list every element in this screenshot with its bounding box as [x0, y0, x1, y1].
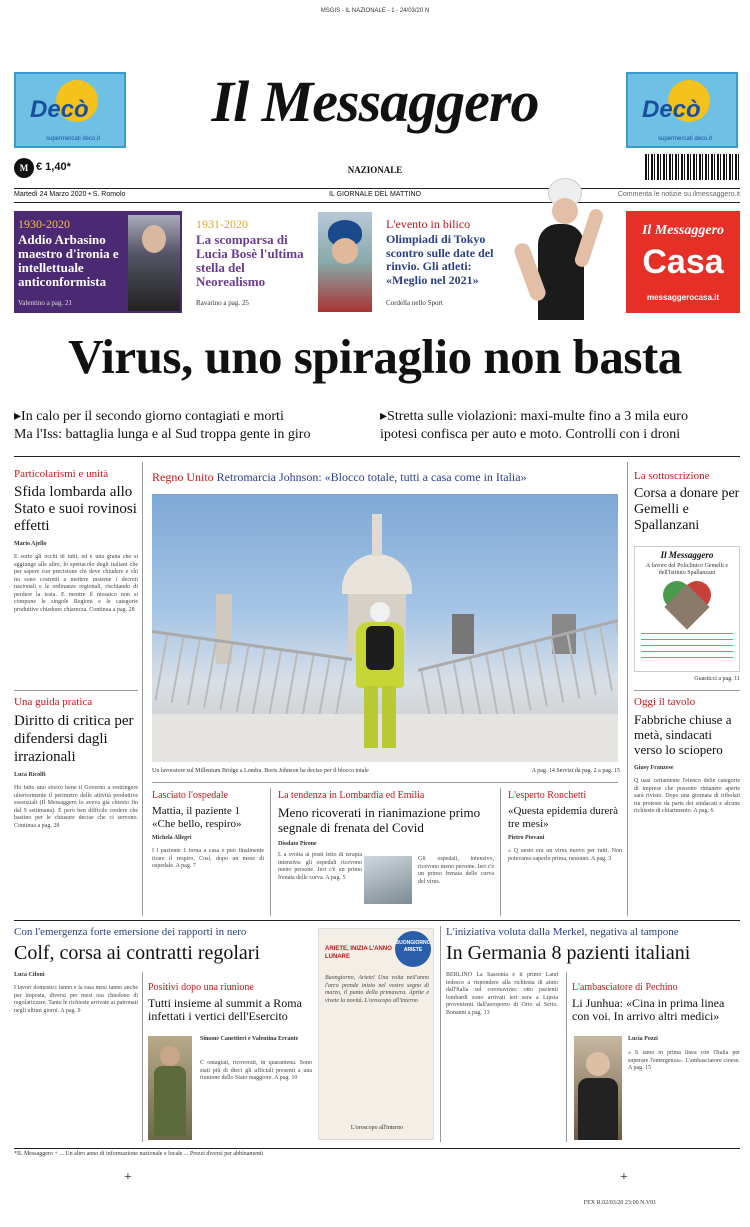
article-author: Mario Ajello — [14, 541, 47, 547]
masthead-title: Il Messaggero — [211, 69, 539, 134]
teaser-1[interactable] — [14, 211, 182, 313]
logo-badge-icon: M — [14, 158, 34, 178]
swimmer-photo — [512, 172, 606, 322]
photo-caption-ref: A pag. 14 Servizi da pag. 2 a pag. 15 — [531, 768, 620, 774]
bottom-article-3-body: BERLINO La Sassonia è il primo Land tedesco a rispondere alla richiesta di aiuto dall'Italia sul coronavirus: otto pazienti lombardi sono arrivati ieri sera a Lipsia provenienti dall'aeroporto di Orio al Serio. Bonanni a pag. 13 — [446, 972, 558, 1016]
mid-article-3[interactable] — [508, 790, 622, 892]
army-photo — [148, 1036, 192, 1140]
deco-ad-sub: supermercati deco.it — [46, 136, 101, 142]
subhead-right — [380, 408, 740, 444]
article-body: « S iamo in prima linea con l'Italia per superare l'emergenza». L'ambasciatore cinese. A pag. 15 — [628, 1050, 740, 1071]
article-kicker: Lasciato l'ospedale — [152, 790, 228, 801]
tagline: IL GIORNALE DEL MATTINO — [329, 191, 421, 198]
article-kicker: Oggi il tavolo — [634, 696, 696, 708]
crosshair-icon: + — [124, 1170, 132, 1185]
article-title: Li Junhua: «Cina in prima linea con voi. In arrivo altri medici» — [572, 996, 725, 1023]
article-title: In Germania 8 pazienti italiani — [446, 942, 691, 964]
article-authors: Simone Canettieri e Valentina Errante — [200, 1036, 299, 1042]
article-author: Lucia Pozzi — [628, 1036, 658, 1042]
article-body: I l paziente 1 torna a casa e può finalmente tirare il respiro. Così, dopo un mese di ospedale. A pag. 7 — [152, 848, 264, 869]
article-kicker: Una guida pratica — [14, 696, 93, 708]
article-kicker: Con l'emergenza forte emersione dei rapporti in nero — [14, 926, 247, 938]
article-author: Diodato Pirone — [278, 841, 317, 847]
teaser-title: La scomparsa di Lucia Bosè l'ultima stella del Neorealismo — [196, 232, 304, 289]
teaser-kicker: L'evento in bilico — [386, 217, 471, 231]
article-title: Mattia, il paziente 1 «Che bello, respiro» — [152, 805, 242, 830]
article-title: Fabbriche chiuse a metà, sindacati verso lo sciopero — [634, 712, 732, 757]
article-title: Corsa a donare per Gemelli e Spallanzani — [634, 486, 740, 533]
casa-ad-url: messaggerocasa.it — [646, 293, 720, 302]
article-body: Ho fatto uno sforzo bene il Governo a restringere ulteriormente il perimetro delle attività produttive essenziali (Il Messaggero lo aveva già chiesto fin dal 9 settimana). È però ben difficile credere che bastino per le chiusure decise che ci servono. Continua a pag. 28 — [14, 785, 138, 829]
article-kicker: Positivi dopo una riunione — [148, 982, 254, 993]
article-title: Tutti insieme al summit a Roma infettati i vertici dell'Esercito — [148, 996, 302, 1023]
article-kicker: La sottoscrizione — [634, 470, 710, 482]
mid-article-1[interactable] — [152, 790, 264, 892]
crosshair-icon: + — [620, 1170, 628, 1185]
teaser-kicker: 1931-2020 — [196, 217, 248, 231]
web-link[interactable]: Commenta le notizie su ilmessaggero.it — [617, 191, 740, 198]
right-article-1[interactable] — [634, 470, 740, 534]
article-title: «Questa epidemia durerà tre mesi» — [508, 805, 618, 830]
horoscope-body: Buongiorno, Ariete! Una volta nell'anno l'arco prende inizio nel vostro segno di marzo, il punto della primavera. Aprite e vivete la novità. L'oroscopo all'interno — [325, 975, 429, 1004]
subhead-left — [14, 408, 370, 444]
article-kicker: L'iniziativa voluta dalla Merkel, negativa al tampone — [446, 926, 679, 938]
horoscope-box[interactable] — [318, 928, 434, 1140]
teaser-title: Addio Arbasino maestro d'ironia e intellettuale anticonformista — [18, 232, 119, 289]
teaser-3[interactable] — [382, 211, 512, 313]
casa-ad-word: Casa — [642, 243, 724, 281]
ambassador-photo — [574, 1036, 622, 1140]
article-kicker: Particolarismi e unità — [14, 468, 109, 480]
aries-badge-icon: BUONGIORNO ARIETE — [395, 931, 431, 967]
article-author: Luca Cifoni — [14, 972, 45, 978]
article-title: Diritto di critica per difendersi dagli irrazionali — [14, 713, 134, 765]
article-body: È sorto gli occhi di tutti, ed è una grana che si aggiunge alle altre, lo spettacolo degli italiani che per sapere con precisione chi deve chiudere e chi no sono costretti a mettere insieme i decreti nazionali e le ordinanze regionali, rischiando di perdere la testa. E mentre il mosaico non si compone le singole Regioni e le categorie produttive chiedono chiarezza. Continua a pag. 28 — [14, 554, 138, 613]
article-ref: Guasticci a pag. 11 — [694, 676, 740, 682]
arbasino-photo — [128, 215, 180, 311]
deco-ad-right[interactable] — [626, 72, 738, 148]
article-kicker: La tendenza in Lombardia ed Emilia — [278, 790, 425, 801]
article-body: I lavori domestici fanno e la rasa mesi fanno anche per imposta, diversi per mesi ora chiedono di regolarizzare. Tante le richieste arrivate ai patronati negli ultimi giorni. A pag. 9 — [14, 985, 138, 1014]
photo-caption: Un lavoratore sul Millenium Bridge a Londra. Boris Johnson ha deciso per il blocco totale — [152, 768, 369, 774]
teaser-ref: Valentino a pag. 21 — [18, 299, 73, 307]
article-author: Pietro Piovani — [508, 835, 545, 841]
article-title: Meno ricoverati in rianimazione primo segnale di frenata del Covid — [278, 805, 481, 835]
article-body: L a svolta ai posti letto di terapia intensiva: gli ospedali ricevono meno persone. Ieri c'è un primo frenata delle curva. A pag. 5 — [278, 852, 362, 881]
edition-label: NAZIONALE — [347, 165, 403, 175]
article-author: Giusy Franzese — [634, 765, 674, 771]
bottom-article-3-head[interactable] — [446, 926, 740, 964]
heart-icon — [663, 581, 711, 625]
print-code: FEX R.02/03/20 23:00 N.V01 — [583, 1200, 657, 1206]
icu-photo — [364, 856, 412, 904]
article-body: Q uasi certamente l'elenco delle categorie di imprese che possono rimanere aperte sarà rivisto. Dopo una giornata di tribolati tra proteste da parte dei sindacati e alcune richieste di chiarimento. A pag. 6 — [634, 778, 740, 814]
promo-text: A favore del Policlinico Gemelli e dell'Istituto Spallanzani — [645, 563, 729, 576]
article-title: Sfida lombarda allo Stato e suoi rovinosi effetti — [14, 484, 137, 534]
teaser-ref: Ravarino a pag. 25 — [196, 299, 249, 307]
subhead-line: Ma l'Iss: battaglia lunga e al Sud troppa gente in giro — [14, 427, 311, 442]
main-headline[interactable]: Virus, uno spiraglio non basta — [68, 329, 682, 384]
top-slug: MSGIS - IL NAZIONALE - 1 - 24/03/20 N — [320, 8, 430, 14]
article-body: C ontagiati, ricoverati, in quarantena. Sono stati più di dieci gli ufficiali presenti a una riunione dello Stato maggiore. A pag. 10 — [200, 1060, 312, 1081]
teaser-kicker: 1930-2020 — [18, 217, 70, 231]
center-kicker: Regno Unito — [152, 470, 214, 484]
teaser-title: Olimpiadi di Tokyo scontro sulle date del rinvio. Gli atleti: «Meglio nel 2021» — [386, 232, 494, 287]
casa-ad[interactable] — [626, 211, 740, 313]
horoscope-kicker: ARIETE, INIZIA L'ANNO LUNARE — [325, 946, 392, 960]
left-article-1[interactable] — [14, 468, 138, 656]
bose-photo — [318, 212, 372, 312]
barcode — [645, 154, 741, 180]
right-article-2[interactable] — [634, 696, 740, 888]
article-body-cont: Gli ospedali, intensivo, ricevono meno persone. Ieri c'è un primo frenata delle curva del virus. — [418, 856, 494, 885]
date-line: Martedì 24 Marzo 2020 • S. Romolo — [14, 191, 126, 198]
deco-ad-sub: supermercati deco.it — [658, 136, 713, 142]
footer-note: *IL Messaggero + ... Un altro anno di informazione nazionale e locale ... Prezzi diversi per abbinamenti — [14, 1151, 264, 1157]
teaser-2[interactable] — [190, 211, 310, 313]
bottom-article-4[interactable] — [572, 982, 740, 1023]
millennium-bridge-photo — [152, 494, 618, 762]
article-title: Colf, corsa ai contratti regolari — [14, 942, 261, 964]
deco-ad-left[interactable] — [14, 72, 126, 148]
teaser-ref: Cordella nello Sport — [386, 299, 443, 307]
article-author: Michela Allegri — [152, 835, 192, 841]
horoscope-ref: L'oroscopo all'interno — [350, 1125, 404, 1131]
subhead-line: ▸In calo per il secondo giorno contagiati e morti — [14, 409, 284, 424]
left-article-2[interactable] — [14, 696, 138, 895]
center-heading[interactable] — [152, 470, 622, 484]
article-author: Luca Ricolfi — [14, 772, 46, 778]
casa-ad-brand: Il Messaggero — [641, 223, 725, 238]
center-title: Retromarcia Johnson: «Blocco totale, tutti a casa come in Italia» — [216, 470, 527, 484]
subhead-line: ipotesi confisca per auto e moto. Controlli con i droni — [380, 427, 681, 442]
donation-promo[interactable] — [634, 546, 740, 672]
promo-brand: Il Messaggero — [660, 550, 714, 560]
subhead-line: ▸Stretta sulle violazioni: maxi-multe fino a 3 mila euro — [380, 409, 688, 424]
price: € 1,40* — [36, 161, 71, 173]
deco-ad-word: Decò — [642, 96, 701, 123]
article-kicker: L'esperto Ronchetti — [508, 790, 587, 801]
deco-ad-word: Decò — [30, 96, 89, 123]
bottom-article-1-head[interactable] — [14, 926, 316, 964]
bottom-article-2[interactable] — [148, 982, 314, 1023]
bottom-article-1-body[interactable] — [14, 972, 138, 1145]
article-body: « Q uesto era un virus nuovo per tutti. Non potevamo saperlo prima, nessuno. A pag. 3 — [508, 848, 622, 862]
article-kicker: L'ambasciatore di Pechino — [572, 982, 678, 993]
